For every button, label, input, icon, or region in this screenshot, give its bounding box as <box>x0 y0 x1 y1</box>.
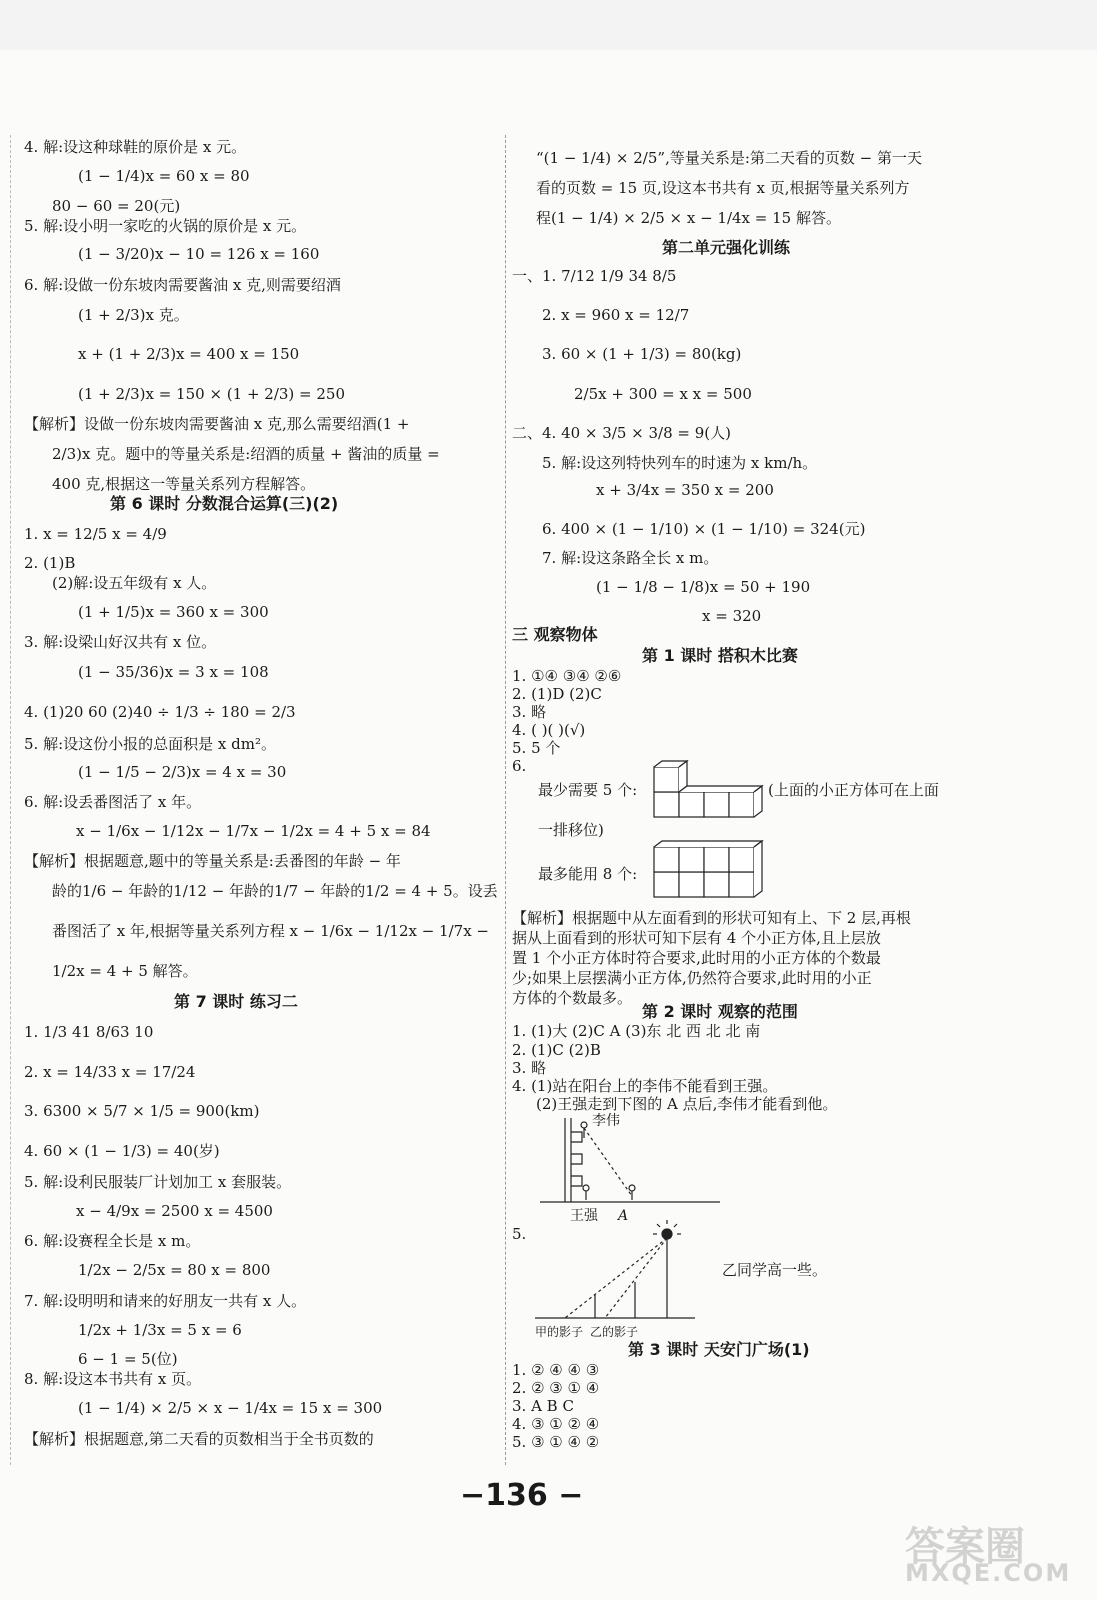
answer-line: 1. 1/3 41 8/63 10 <box>24 1023 154 1041</box>
analysis-line: “(1 − 1/4) × 2/5”,等量关系是:第二天看的页数 − 第一天 <box>536 149 923 167</box>
answer-line: 二、4. 40 × 3/5 × 3/8 = 9(人) <box>512 424 732 442</box>
answer-line: 1. ② ④ ④ ③ <box>512 1361 600 1379</box>
answer-line: 一排移位) <box>538 821 604 839</box>
answer-line: 5. 解:设利民服装厂计划加工 x 套服装。 <box>24 1173 292 1191</box>
answer-line: 5. 5 个 <box>512 739 561 757</box>
equation-line: (1 − 1/4) × 2/5 × x − 1/4x = 15 x = 300 <box>78 1399 383 1417</box>
page-number: −136 − <box>460 1478 584 1513</box>
answer-line: 5. <box>512 1225 527 1243</box>
equation-line: (1 + 1/5)x = 360 x = 300 <box>78 603 269 621</box>
analysis-line: 【解析】根据题中从左面看到的形状可知有上、下 2 层,再根 <box>512 909 911 927</box>
answer-line: 3. 60 × (1 + 1/3) = 80(kg) <box>542 345 742 363</box>
answer-line: (上面的小正方体可在上面 <box>768 781 939 799</box>
unit-heading: 第二单元强化训练 <box>662 238 791 257</box>
equation-line: 6 − 1 = 5(位) <box>78 1350 178 1368</box>
lesson-heading: 第 6 课时 分数混合运算(三)(2) <box>110 494 339 513</box>
shadow-diagram <box>535 1220 700 1348</box>
answer-line: 6. 解:设做一份东坡肉需要酱油 x 克,则需要绍酒 <box>24 276 341 294</box>
answer-line: 乙同学高一些。 <box>722 1261 828 1279</box>
answer-line: 2. x = 14/33 x = 17/24 <box>24 1063 196 1081</box>
column-divider <box>505 135 506 1465</box>
balcony-diagram <box>540 1110 725 1225</box>
equation-line: (1 + 2/3)x 克。 <box>78 306 189 324</box>
lesson-heading: 第 2 课时 观察的范围 <box>642 1002 798 1021</box>
label-liwei: 李伟 <box>592 1113 620 1129</box>
label-yi-shadow: 乙的影子 <box>590 1325 639 1339</box>
answer-line: 4. 解:设这种球鞋的原价是 x 元。 <box>24 138 247 156</box>
answer-line: 最多能用 8 个: <box>538 865 638 883</box>
analysis-line: 【解析】设做一份东坡肉需要酱油 x 克,那么需要绍酒(1 + <box>24 415 410 433</box>
answer-line: (2)解:设五年级有 x 人。 <box>52 574 217 592</box>
lesson-heading: 第 7 课时 练习二 <box>174 992 298 1011</box>
answer-line: 4. ( )( )(√) <box>512 721 586 739</box>
answer-line: 一、1. 7/12 1/9 34 8/5 <box>512 267 677 285</box>
lesson-heading: 第 3 课时 天安门广场(1) <box>628 1340 810 1359</box>
max-cubes-figure <box>650 840 775 900</box>
answer-line: 3. 略 <box>512 703 547 721</box>
answer-line: 5. 解:设这列特快列车的时速为 x km/h。 <box>542 454 818 472</box>
equation-line: 1/2x − 2/5x = 80 x = 800 <box>78 1261 271 1279</box>
label-point-a: A <box>618 1208 629 1224</box>
equation-line: (1 − 1/5 − 2/3)x = 4 x = 30 <box>78 763 287 781</box>
watermark-url: MXQE.COM <box>905 1559 1072 1587</box>
answer-line: 3. 解:设梁山好汉共有 x 位。 <box>24 633 217 651</box>
min-cubes-figure <box>650 760 775 820</box>
answer-line: 2. x = 960 x = 12/7 <box>542 306 690 324</box>
analysis-line: 据从上面看到的形状可知下层有 4 个小正方体,且上层放 <box>512 929 881 947</box>
margin-dashed-line <box>10 135 11 1465</box>
watermark-logo <box>905 1515 1080 1587</box>
answer-line: 3. A B C <box>512 1397 574 1415</box>
answer-line: 4. ③ ① ② ④ <box>512 1415 600 1433</box>
answer-line: 7. 解:设明明和请来的好朋友一共有 x 人。 <box>24 1292 307 1310</box>
answer-line: 8. 解:设这本书共有 x 页。 <box>24 1370 202 1388</box>
answer-line: 6. 解:设丢番图活了 x 年。 <box>24 793 202 811</box>
answer-line: 2. (1)C (2)B <box>512 1041 601 1059</box>
answer-line: 4. (1)20 60 (2)40 ÷ 1/3 ÷ 180 = 2/3 <box>24 703 296 721</box>
answer-line: 2. (1)B <box>24 554 76 572</box>
answer-line: 4. 60 × (1 − 1/3) = 40(岁) <box>24 1142 220 1160</box>
answer-line: 7. 解:设这条路全长 x m。 <box>542 549 719 567</box>
equation-line: (1 − 1/4)x = 60 x = 80 <box>78 167 250 185</box>
label-jia-shadow: 甲的影子 <box>535 1325 584 1339</box>
answer-line: 5. 解:设小明一家吃的火锅的原价是 x 元。 <box>24 217 307 235</box>
analysis-line: 方体的个数最多。 <box>512 989 633 1007</box>
chapter-heading: 三 观察物体 <box>512 625 598 644</box>
analysis-line: 【解析】根据题意,第二天看的页数相当于全书页数的 <box>24 1430 374 1448</box>
analysis-line: 程(1 − 1/4) × 2/5 × x − 1/4x = 15 解答。 <box>536 209 841 227</box>
equation-line: 80 − 60 = 20(元) <box>52 197 181 215</box>
label-wangqiang: 王强 <box>570 1208 598 1224</box>
answer-line: 最少需要 5 个: <box>538 781 638 799</box>
analysis-line: 【解析】根据题意,题中的等量关系是:丢番图的年龄 − 年 <box>24 852 401 870</box>
equation-line: x = 320 <box>702 607 762 625</box>
answer-line: 3. 6300 × 5/7 × 1/5 = 900(km) <box>24 1102 260 1120</box>
analysis-line: 龄的1/6 − 年龄的1/12 − 年龄的1/7 − 年龄的1/2 = 4 + 5。设丢 <box>52 882 498 900</box>
analysis-line: 看的页数 = 15 页,设这本书共有 x 页,根据等量关系列方 <box>536 179 910 197</box>
equation-line: x − 1/6x − 1/12x − 1/7x − 1/2x = 4 + 5 x = 84 <box>76 822 431 840</box>
analysis-line: 置 1 个小正方体时符合要求,此时用的小正方体的个数最 <box>512 949 881 967</box>
answer-line: 2. ② ③ ① ④ <box>512 1379 600 1397</box>
lesson-heading: 第 1 课时 搭积木比赛 <box>642 646 798 665</box>
answer-line: 4. (1)站在阳台上的李伟不能看到王强。 <box>512 1077 778 1095</box>
equation-line: (1 − 1/8 − 1/8)x = 50 + 190 <box>596 578 811 596</box>
equation-line: x − 4/9x = 2500 x = 4500 <box>76 1202 273 1220</box>
analysis-line: 2/3)x 克。题中的等量关系是:绍酒的质量 + 酱油的质量 = <box>52 445 440 463</box>
answer-line: 6. 解:设赛程全长是 x m。 <box>24 1232 201 1250</box>
equation-line: x + (1 + 2/3)x = 400 x = 150 <box>78 345 300 363</box>
equation-line: (1 + 2/3)x = 150 × (1 + 2/3) = 250 <box>78 385 346 403</box>
scan-top-band <box>0 0 1097 50</box>
equation-line: x + 3/4x = 350 x = 200 <box>596 481 774 499</box>
answer-line: 6. 400 × (1 − 1/10) × (1 − 1/10) = 324(元) <box>542 520 866 538</box>
answer-line: (2)王强走到下图的 A 点后,李伟才能看到他。 <box>536 1095 838 1113</box>
equation-line: 1/2x + 1/3x = 5 x = 6 <box>78 1321 242 1339</box>
analysis-line: 1/2x = 4 + 5 解答。 <box>52 962 198 980</box>
answer-line: 2. (1)D (2)C <box>512 685 602 703</box>
equation-line: (1 − 35/36)x = 3 x = 108 <box>78 663 269 681</box>
analysis-line: 番图活了 x 年,根据等量关系列方程 x − 1/6x − 1/12x − 1/7x − <box>52 922 489 940</box>
watermark-text: 答案圈 <box>905 1524 1025 1570</box>
equation-line: (1 − 3/20)x − 10 = 126 x = 160 <box>78 245 320 263</box>
answer-line: 5. ③ ① ④ ② <box>512 1433 600 1451</box>
answer-line: 1. x = 12/5 x = 4/9 <box>24 525 167 543</box>
answer-line: 1. (1)大 (2)C A (3)东 北 西 北 北 南 <box>512 1022 761 1040</box>
answer-line: 3. 略 <box>512 1059 547 1077</box>
answer-line: 5. 解:设这份小报的总面积是 x dm²。 <box>24 735 276 753</box>
analysis-line: 少;如果上层摆满小正方体,仍然符合要求,此时用的小正 <box>512 969 872 987</box>
answer-line: 1. ①④ ③④ ②⑥ <box>512 667 622 685</box>
equation-line: 2/5x + 300 = x x = 500 <box>574 385 752 403</box>
answer-line: 6. <box>512 757 527 775</box>
analysis-line: 400 克,根据这一等量关系列方程解答。 <box>52 475 316 493</box>
